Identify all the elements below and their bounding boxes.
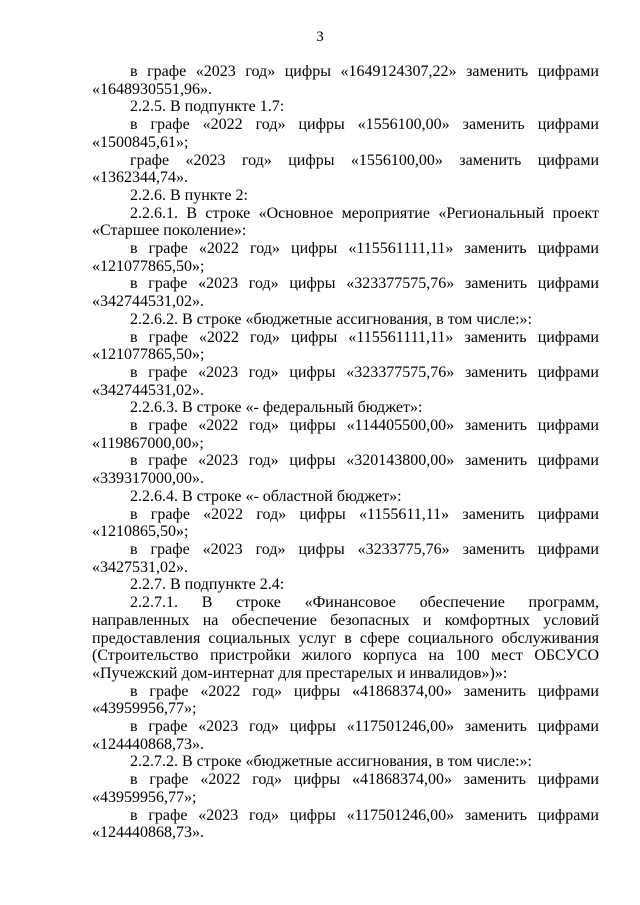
paragraph: в графе «2023 год» цифры «320143800,00» заменить цифрами «339317000,00». — [92, 452, 599, 488]
paragraph: в графе «2022 год» цифры «114405500,00» заменить цифрами «119867000,00»; — [92, 417, 599, 452]
subsection-heading: 2.2.6.3. В строке «- федеральный бюджет»: — [130, 399, 423, 417]
document-body — [92, 63, 599, 842]
page-number: 3 — [316, 29, 324, 45]
subsection-heading: 2.2.6.4. В строке «- областной бюджет»: — [130, 487, 402, 505]
paragraph: в графе «2023 год» цифры «117501246,00» заменить цифрами «124440868,73». — [92, 718, 599, 753]
subsection-heading: 2.2.5. В подпункте 1.7: — [130, 98, 285, 116]
subsection-heading: 2.2.6.1. В строке «Основное мероприятие «Региональный проект «Старшее поколение»: — [92, 204, 599, 240]
paragraph: в графе «2022 год» цифры «41868374,00» заменить цифрами «43959956,77»; — [92, 682, 599, 718]
paragraph: в графе «2023 год» цифры «3233775,76» заменить цифрами «3427531,02». — [92, 540, 599, 576]
paragraph: в графе «2022 год» цифры «115561111,11» заменить цифрами «121077865,50»; — [92, 328, 599, 364]
subsection-heading: 2.2.7.1. В строке «Финансовое обеспечение программ, направленных на обеспечение безопасных и комфортных условий предоставления социальных услуг в сфере социального обслуживания (Строительство пристройки жилого корпуса на 100 мест ОБСУСО «Пучежский дом-интернат для престарелых и инвалидов»)»: — [92, 594, 599, 682]
subsection-heading: 2.2.6.2. В строке «бюджетные ассигнования, в том числе:»: — [130, 310, 532, 328]
paragraph: графе «2023 год» цифры «1556100,00» заменить цифрами «1362344,74». — [92, 151, 599, 187]
paragraph: в графе «2022 год» цифры «1556100,00» заменить цифрами «1500845,61»; — [92, 116, 599, 151]
paragraph: в графе «2023 год» цифры «323377575,76» заменить цифрами «342744531,02». — [92, 275, 599, 311]
paragraph: в графе «2023 год» цифры «1649124307,22» заменить цифрами «1648930551,96». — [92, 63, 599, 98]
paragraph: в графе «2022 год» цифры «41868374,00» заменить цифрами «43959956,77»; — [92, 771, 599, 806]
paragraph: в графе «2022 год» цифры «115561111,11» заменить цифрами «121077865,50»; — [92, 240, 599, 275]
subsection-heading: 2.2.6. В пункте 2: — [130, 186, 248, 204]
paragraph: в графе «2023 год» цифры «117501246,00» заменить цифрами «124440868,73». — [92, 806, 599, 842]
subsection-heading: 2.2.7.2. В строке «бюджетные ассигнования, в том числе:»: — [130, 753, 532, 771]
paragraph: в графе «2023 год» цифры «323377575,76» заменить цифрами «342744531,02». — [92, 363, 599, 399]
paragraph: в графе «2022 год» цифры «1155611,11» заменить цифрами «1210865,50»; — [92, 505, 599, 541]
subsection-heading: 2.2.7. В подпункте 2.4: — [130, 576, 285, 594]
